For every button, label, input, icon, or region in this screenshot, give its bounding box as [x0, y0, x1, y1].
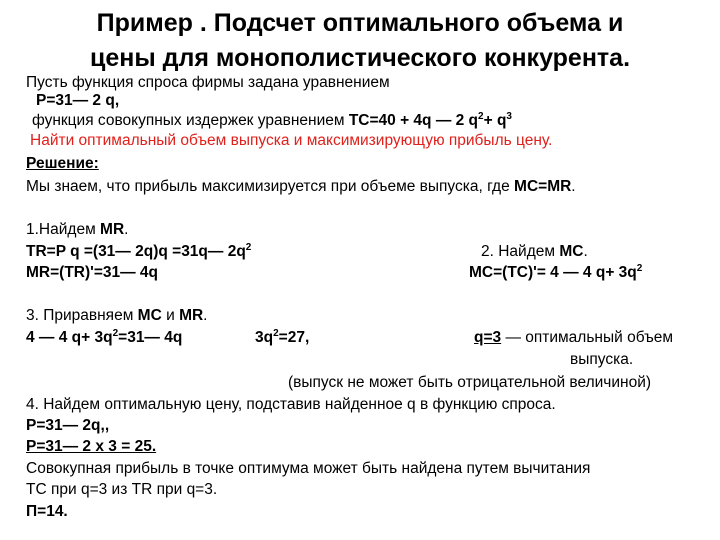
solution-label: Решение: — [26, 155, 99, 172]
profit-condition-end: . — [571, 178, 576, 195]
step2-heading — [481, 242, 588, 261]
price-result: P=31— 2 х 3 = 25. — [26, 438, 157, 455]
tc-formula — [349, 112, 512, 129]
price-formula: P=31— 2q,, — [26, 417, 110, 434]
mc-superscript: 2 — [636, 262, 643, 274]
mc-mr-equation-part-a: 4 — 4 q+ 3q — [26, 329, 113, 346]
tr-formula — [26, 242, 251, 261]
mr-formula: MR=(TR)'=31— 4q — [26, 264, 159, 281]
step2-heading-mc: MC — [559, 243, 584, 260]
simplified-equation-part-b: =27, — [278, 329, 310, 346]
simplified-equation-part-a: 3q — [255, 329, 274, 346]
tr-formula-text: TR=P q =(31— 2q)q =31q— 2q — [26, 243, 246, 260]
optimal-output-text: — оптимальный объем — [501, 329, 674, 346]
step1-heading-text: 1.Найдем — [26, 221, 101, 238]
optimal-output-text-2: выпуска. — [570, 351, 634, 368]
profit-condition — [26, 177, 576, 196]
profit-text-2: TC при q=3 из TR при q=3. — [26, 481, 218, 498]
tc-line — [32, 111, 512, 130]
mc-formula-text: MC=(TC)'= 4 — 4 q+ 3q — [469, 264, 637, 281]
tc-superscript-2: 3 — [506, 110, 512, 122]
mc-formula — [469, 263, 642, 282]
optimal-output-result — [474, 328, 673, 347]
step1-heading-mr: MR — [100, 221, 125, 238]
step3-heading-end: . — [203, 307, 208, 324]
output-note: (выпуск не может быть отрицательной величиной) — [288, 374, 652, 391]
tc-prefix: функция совокупных издержек уравнением — [32, 112, 349, 129]
intro-line: Пусть функция спроса фирмы задана уравнением — [26, 74, 390, 91]
title-line-1: Пример . Подсчет оптимального объема и — [96, 9, 624, 37]
profit-condition-text: Мы знаем, что прибыль максимизируется при объеме выпуска, где — [26, 178, 515, 195]
demand-equation: P=31— 2 q, — [36, 92, 120, 109]
simplified-equation — [255, 328, 309, 347]
step2-heading-text: 2. Найдем — [481, 243, 560, 260]
mc-mr-equation-part-b: =31— 4q — [118, 329, 183, 346]
optimal-q-value: q=3 — [474, 329, 502, 346]
tc-superscript-1: 2 — [478, 110, 484, 122]
step1-heading-end: . — [124, 221, 129, 238]
step3-heading-text: 3. Приравняем — [26, 307, 138, 324]
mc-mr-equation-superscript: 2 — [112, 327, 119, 339]
step1-heading — [26, 220, 128, 239]
step3-heading-mr: MR — [179, 307, 204, 324]
profit-result: П=14. — [26, 503, 68, 520]
tr-superscript: 2 — [245, 241, 252, 253]
slide-title — [0, 6, 720, 76]
step3-heading — [26, 306, 207, 325]
mc-mr-condition: MC=MR — [514, 178, 572, 195]
step4-heading: 4. Найдем оптимальную цену, подставив найденное q в функцию спроса. — [26, 396, 556, 413]
title-line-2: цены для монополистического конкурента. — [89, 44, 631, 72]
mc-mr-equation — [26, 328, 182, 347]
profit-text-1: Совокупная прибыль в точке оптимума может быть найдена путем вычитания — [26, 460, 591, 477]
tc-formula-part-b: + q — [483, 112, 507, 129]
step2-heading-end: . — [583, 243, 588, 260]
step3-heading-and: и — [161, 307, 180, 324]
step3-heading-mc: MC — [137, 307, 162, 324]
simplified-equation-superscript: 2 — [273, 327, 279, 339]
task-statement: Найти оптимальный объем выпуска и максимизирующую прибыль цену. — [30, 132, 553, 149]
tc-formula-part-a: TC=40 + 4q — 2 q — [348, 112, 479, 129]
